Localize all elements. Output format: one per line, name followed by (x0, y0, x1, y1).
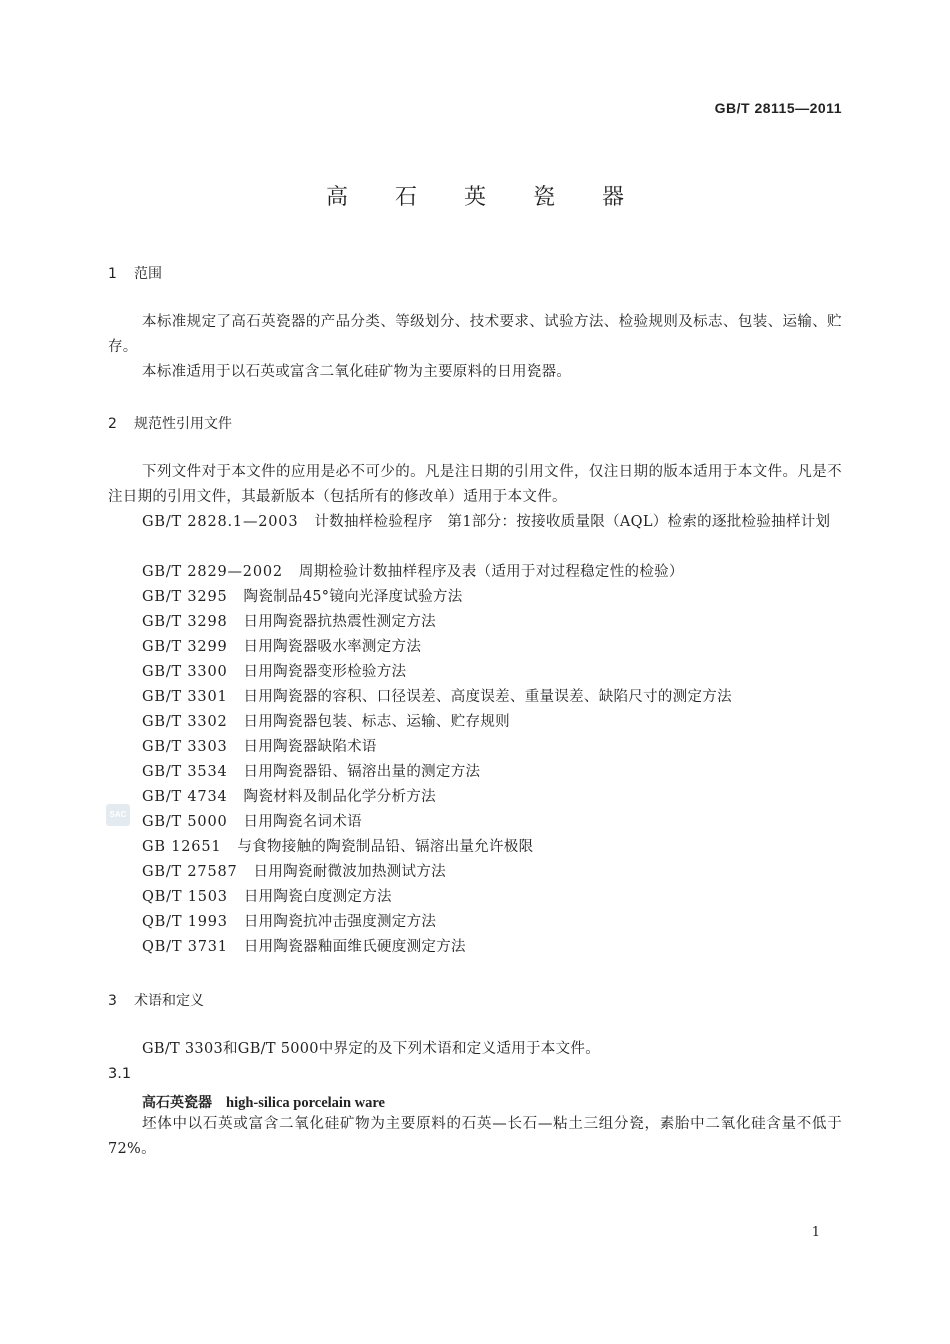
reference-title: 日用陶瓷器变形检验方法 (243, 664, 407, 680)
reference-title: 陶瓷材料及制品化学分析方法 (243, 789, 436, 805)
reference-title: 日用陶瓷器釉面维氏硬度测定方法 (243, 939, 466, 955)
reference-title: 周期检验计数抽样程序及表（适用于对过程稳定性的检验） (298, 564, 684, 580)
term-entry (142, 1092, 385, 1112)
reference-title: 日用陶瓷白度测定方法 (243, 889, 392, 905)
section-number: 3 (108, 993, 117, 1009)
reference-code: GB/T 3295 (142, 589, 228, 605)
reference-code: GB/T 3299 (142, 639, 228, 655)
section-1-heading (108, 263, 162, 283)
reference-code: GB/T 3534 (142, 764, 228, 780)
reference-title: 日用陶瓷器吸水率测定方法 (243, 639, 422, 655)
term-chinese: 高石英瓷器 (142, 1095, 212, 1111)
section-title: 范围 (134, 266, 162, 282)
reference-code: GB/T 2829—2002 (142, 564, 283, 580)
reference-item (142, 910, 436, 935)
reference-code: GB/T 3300 (142, 664, 228, 680)
reference-title: 日用陶瓷器抗热震性测定方法 (243, 614, 436, 630)
reference-code: GB/T 5000 (142, 814, 228, 830)
reference-item (142, 860, 446, 885)
page-number: 1 (811, 1225, 820, 1240)
reference-item (142, 510, 842, 535)
standard-number: GB/T 28115—2011 (714, 100, 842, 116)
reference-item (142, 935, 466, 960)
reference-title: 与食物接触的陶瓷制品铅、镉溶出量允许极限 (237, 839, 534, 855)
reference-code: GB/T 3303 (142, 739, 228, 755)
reference-title: 日用陶瓷抗冲击强度测定方法 (243, 914, 437, 930)
watermark-logo: SAC (106, 804, 130, 826)
reference-item (142, 760, 480, 785)
reference-title: 日用陶瓷器缺陷术语 (243, 739, 377, 755)
reference-code: QB/T 1503 (142, 889, 228, 905)
reference-item (142, 835, 533, 860)
reference-item (142, 785, 436, 810)
section-2-heading (108, 413, 232, 433)
reference-item (142, 660, 406, 685)
clause-number: 3.1 (108, 1066, 132, 1082)
document-title: 高 石 英 瓷 器 (326, 185, 644, 210)
paragraph: GB/T 3303和GB/T 5000中界定的及下列术语和定义适用于本文件。 (142, 1041, 601, 1057)
reference-item (142, 885, 392, 910)
section-title: 规范性引用文件 (134, 416, 232, 432)
reference-title: 陶瓷制品45°镜向光泽度试验方法 (243, 589, 463, 605)
reference-code: GB/T 3302 (142, 714, 228, 730)
reference-item (142, 560, 684, 585)
reference-item (142, 710, 510, 735)
reference-item (142, 810, 362, 835)
reference-item (142, 685, 732, 710)
paragraph: 本标准适用于以石英或富含二氧化硅矿物为主要原料的日用瓷器。 (142, 364, 572, 380)
reference-item (142, 735, 377, 760)
paragraph: 下列文件对于本文件的应用是必不可少的。凡是注日期的引用文件，仅注日期的版本适用于本文件。凡是不注日期的引用文件，其最新版本（包括所有的修改单）适用于本文件。 (108, 464, 842, 505)
reference-title: 日用陶瓷耐微波加热测试方法 (253, 864, 446, 880)
reference-code: GB/T 4734 (142, 789, 228, 805)
reference-code: GB 12651 (142, 839, 222, 855)
section-3-heading (108, 990, 204, 1010)
paragraph: 本标准规定了高石英瓷器的产品分类、等级划分、技术要求、试验方法、检验规则及标志、包装、运输、贮存。 (108, 314, 842, 355)
reference-code: QB/T 1993 (142, 914, 228, 930)
reference-code: GB/T 3298 (142, 614, 228, 630)
reference-code: QB/T 3731 (142, 939, 228, 955)
reference-code: GB/T 27587 (142, 864, 238, 880)
reference-item (142, 610, 436, 635)
reference-item (142, 585, 463, 610)
section-number: 2 (108, 416, 117, 432)
section-title: 术语和定义 (134, 993, 204, 1009)
reference-title: 日用陶瓷器铅、镉溶出量的测定方法 (243, 764, 481, 780)
reference-title: 计数抽样检验程序 第1部分：按接收质量限（AQL）检索的逐批检验抽样计划 (314, 514, 831, 530)
reference-code: GB/T 2828.1—2003 (142, 514, 299, 530)
section-number: 1 (108, 266, 117, 282)
reference-title: 日用陶瓷名词术语 (243, 814, 362, 830)
reference-title: 日用陶瓷器包装、标志、运输、贮存规则 (243, 714, 510, 730)
reference-code: GB/T 3301 (142, 689, 228, 705)
term-definition: 坯体中以石英或富含二氧化硅矿物为主要原料的石英—长石—粘土三组分瓷，素胎中二氧化硅含量不低于72%。 (108, 1116, 842, 1157)
reference-item (142, 635, 421, 660)
reference-title: 日用陶瓷器的容积、口径误差、高度误差、重量误差、缺陷尺寸的测定方法 (243, 689, 732, 705)
term-english: high-silica porcelain ware (226, 1095, 385, 1111)
